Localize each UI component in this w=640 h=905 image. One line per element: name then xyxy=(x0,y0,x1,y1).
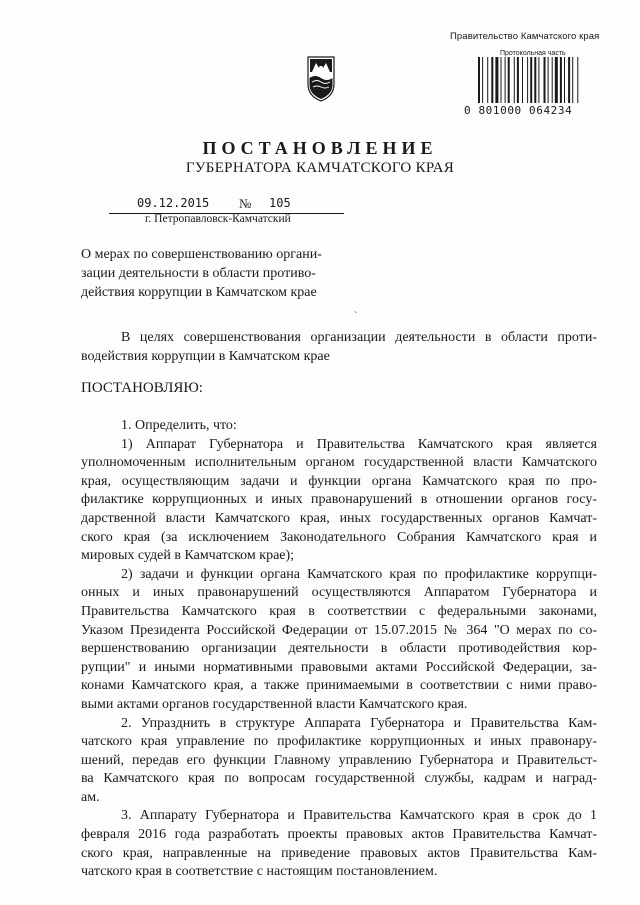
body-line: края, осуществляющим задачи и функции органа Камчатского края по про- xyxy=(81,473,597,489)
document-date: 09.12.2015 xyxy=(137,196,210,210)
body-line: вершенствованию организации деятельности в области противодействия кор- xyxy=(81,641,597,657)
document-body xyxy=(81,417,597,882)
body-line: ам. xyxy=(81,789,100,805)
body-line: ва Камчатского края по вопросам государственной службы, кадрам и наград- xyxy=(81,771,597,787)
body-line: ского края (за исключением Законодательного Собрания Камчатского края и xyxy=(81,529,597,545)
preamble-line: В целях совершенствования организации деятельности в области проти- xyxy=(121,330,597,345)
body-line: филактике коррупционных и иных правонарушений в отношении органов госу- xyxy=(81,492,597,508)
document-subtitle: ГУБЕРНАТОРА КАМЧАТСКОГО КРАЯ xyxy=(185,160,455,176)
document-title: ПОСТАНОВЛЕНИЕ xyxy=(202,138,438,158)
body-line: чатского края в соответствие с настоящим постановлением. xyxy=(81,864,438,880)
preamble xyxy=(81,329,597,366)
number-label: № xyxy=(239,196,252,211)
body-line: ского края, направленные на приведение правовых актов Правительства Кам- xyxy=(81,845,597,861)
body-line: онных и иных правонарушений осуществляются Аппаратом Губернатора и xyxy=(81,585,597,601)
body-line: чатского края управление по профилактике коррупционных и иных правонару- xyxy=(81,734,597,750)
body-line: выми актами органов государственной власти Камчатского края. xyxy=(81,696,468,712)
body-line: уполномоченным исполнительным органом государственной власти Камчатского xyxy=(81,455,597,471)
date-number-line xyxy=(109,196,344,214)
subject-line: действия коррупции в Камчатском крае xyxy=(81,285,317,300)
barcode-header: Правительство Камчатского края xyxy=(450,31,600,42)
body-line: 1. Определить, что: xyxy=(121,418,237,433)
body-line: 1) Аппарат Губернатора и Правительства Камчатского края является xyxy=(121,436,597,452)
body-line: шений, передав его функции Главному управлению Губернатора и Правительст- xyxy=(81,752,597,768)
barcode-digits: 0 801000 064234 xyxy=(464,104,573,117)
body-line: 2) задачи и функции органа Камчатского края по профилактике коррупци- xyxy=(121,566,597,582)
body-line: Правительства Камчатского края в соответствии с федеральными законами, xyxy=(81,603,597,619)
body-line: конами Камчатского края, а также принимаемыми в соответствии с ними право- xyxy=(81,678,597,694)
body-line: Указом Президента Российской Федерации от 15.07.2015 № 364 "О мерах по со- xyxy=(81,622,597,638)
body-line: рупции" и иными нормативными правовыми актами Российской Федерации, за- xyxy=(81,659,597,675)
body-line: 2. Упразднить в структуре Аппарата Губернатора и Правительства Кам- xyxy=(121,715,597,731)
stray-mark: ` xyxy=(354,311,358,322)
subject-line: О мерах по совершенствованию органи- xyxy=(81,247,322,262)
preamble-line: водействия коррупции в Камчатском крае xyxy=(81,348,330,364)
barcode-icon xyxy=(478,57,598,103)
decree-word: ПОСТАНОВЛЯЮ: xyxy=(81,380,203,396)
body-line: дарственной власти Камчатского края, иных государственных органов Камчат- xyxy=(81,510,597,526)
body-line: мировых судей в Камчатском крае); xyxy=(81,548,295,564)
body-line: февраля 2016 года разработать проекты правовых актов Правительства Камчат- xyxy=(81,827,597,843)
document-city: г. Петропавловск-Камчатский xyxy=(145,213,291,225)
body-line: 3. Аппарату Губернатора и Правительства Камчатского края в срок до 1 xyxy=(121,808,597,824)
document-subject xyxy=(81,245,371,302)
document-number: 105 xyxy=(269,196,291,210)
subject-line: зации деятельности в области противо- xyxy=(81,266,316,281)
barcode-subtitle: Протокольная часть xyxy=(500,50,566,57)
kamchatka-emblem-icon xyxy=(306,54,336,102)
